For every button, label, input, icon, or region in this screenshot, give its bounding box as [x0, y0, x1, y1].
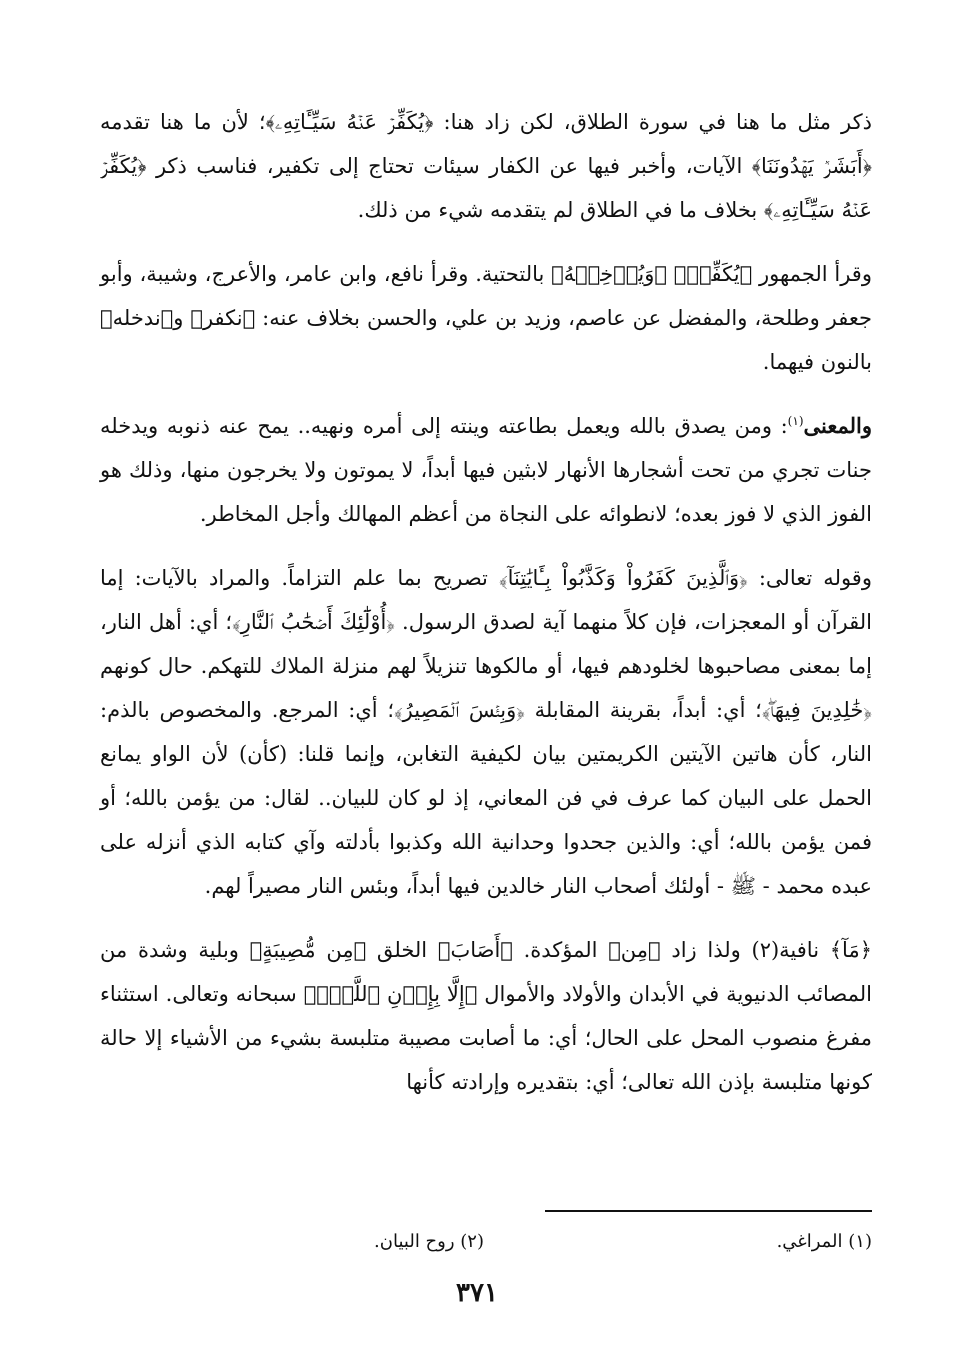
paragraph-1 [100, 100, 872, 232]
paragraph-2 [100, 252, 872, 384]
paragraph-text: ذكر مثل ما هنا في سورة الطلاق، لكن زاد هنا: ﴿يُكَفِّرۡ عَنۡهُ سَيِّـَٔاتِهِۦ﴾؛ لأن ما هنا تقدمه ﴿أَبَشَرٞ يَهۡدُونَنَا﴾ الآيات، وأخبر فيها عن الكفار سيئات تحتاج إلى تكفير، فناسب ذكر ﴿يُكَفِّرۡ عَنۡهُ سَيِّـَٔاتِهِۦ﴾ بخلاف ما في الطلاق لم يتقدمه شيء من ذلك. [100, 110, 872, 222]
footnote-marker: (١) [787, 414, 804, 428]
paragraph-4 [100, 556, 872, 908]
paragraph-text: وقوله تعالى: ﴿وَٱلَّذِينَ كَفَرُواْ وَكَذَّبُواْ بِـَٔايَٰتِنَآ﴾ تصريح بما علم التزاماً. والمراد بالآيات: إما القرآن أو المعجزات، فإن كلاً منهما آية لصدق الرسول. ﴿أُوْلَٰٓئِكَ أَصۡحَٰبُ ٱلنَّارِ﴾؛ أي: أهل النار، إما بمعنى مصاحبوها لخلودهم فيها، أو مالكوها تنزيلاً لهم منزلة الملاك للتهكم. حال كونهم ﴿خَٰلِدِينَ فِيهَاۖ﴾؛ أي: أبداً، بقرينة المقابلة ﴿وَبِئۡسَ ٱلۡمَصِيرُ﴾؛ أي: المرجع. والمخصوص بالذم: النار، كأن هاتين الآيتين الكريمتين بيان لكيفية التغابن، وإنما قلنا: (كأن) لأن الواو يمانع الحمل على البيان كما عرف في فن المعاني، إذ لو كان للبيان.. لقال: من يؤمن بالله؛ أو فمن يؤمن بالله؛ أي: والذين جحدوا وحدانية الله وكذبوا بأدلته وآي كتابه الذي أنزله على عبده محمد - ﷺ - أولئك أصحاب النار خالدين فيها أبداً، وبئس النار مصيراً لهم. [100, 566, 872, 898]
paragraph-5 [100, 928, 872, 1104]
paragraph-text: ﴿مَآ﴾ نافية(٢) ولذا زاد ﴿مِن﴾ المؤكدة. ﴿أَصَابَ﴾ الخلق ﴿مِن مُّصِيبَةٍ﴾ وبلية وشدة من المصائب الدنيوية في الأبدان والأولاد والأموال ﴿إِلَّا بِإِذۡنِ ٱللَّهِۗ﴾ سبحانه وتعالى. استثناء مفرغ منصوب المحل على الحال؛ أي: ما أصابت مصيبة متلبسة بشيء من الأشياء إلا حالة كونها متلبسة بإذن الله تعالى؛ أي: بتقديره وإرادته كأنها [100, 938, 872, 1094]
footnote-2: (٢) روح البيان. [374, 1231, 484, 1252]
paragraph-3 [100, 404, 872, 536]
paragraph-text: : ومن يصدق بالله ويعمل بطاعته وينته إلى أمره ونهيه.. يمح عنه ذنوبه ويدخله جنات تجري من تحت أشجارها الأنهار لابثين فيها أبداً، لا يموتون ولا يخرجون منها، وذلك هو الفوز الذي لا فوز بعده؛ لانطوائه على النجاة من أعظم المهالك وأجل المخاطر. [100, 414, 872, 526]
paragraph-text: وقرأ الجمهور ﴿يُكَفِّرۡ﴾ ﴿وَيُدۡخِلۡهُ﴾ بالتحتية. وقرأ نافع، وابن عامر، والأعرج، وشيبة، وأبو جعفر وطلحة، والمفضل عن عاصم، وزيد بن علي، والحسن بخلاف عنه: ﴿نكفر﴾ و﴿ندخله﴾ بالنون فيهما. [100, 262, 872, 374]
page-number: ٣٧١ [456, 1278, 498, 1308]
paragraph-lead-word: والمعنى [803, 413, 872, 438]
page-body [100, 100, 872, 1124]
footnote-divider [545, 1210, 872, 1212]
footnote-1: (١) المراغي. [776, 1231, 872, 1252]
